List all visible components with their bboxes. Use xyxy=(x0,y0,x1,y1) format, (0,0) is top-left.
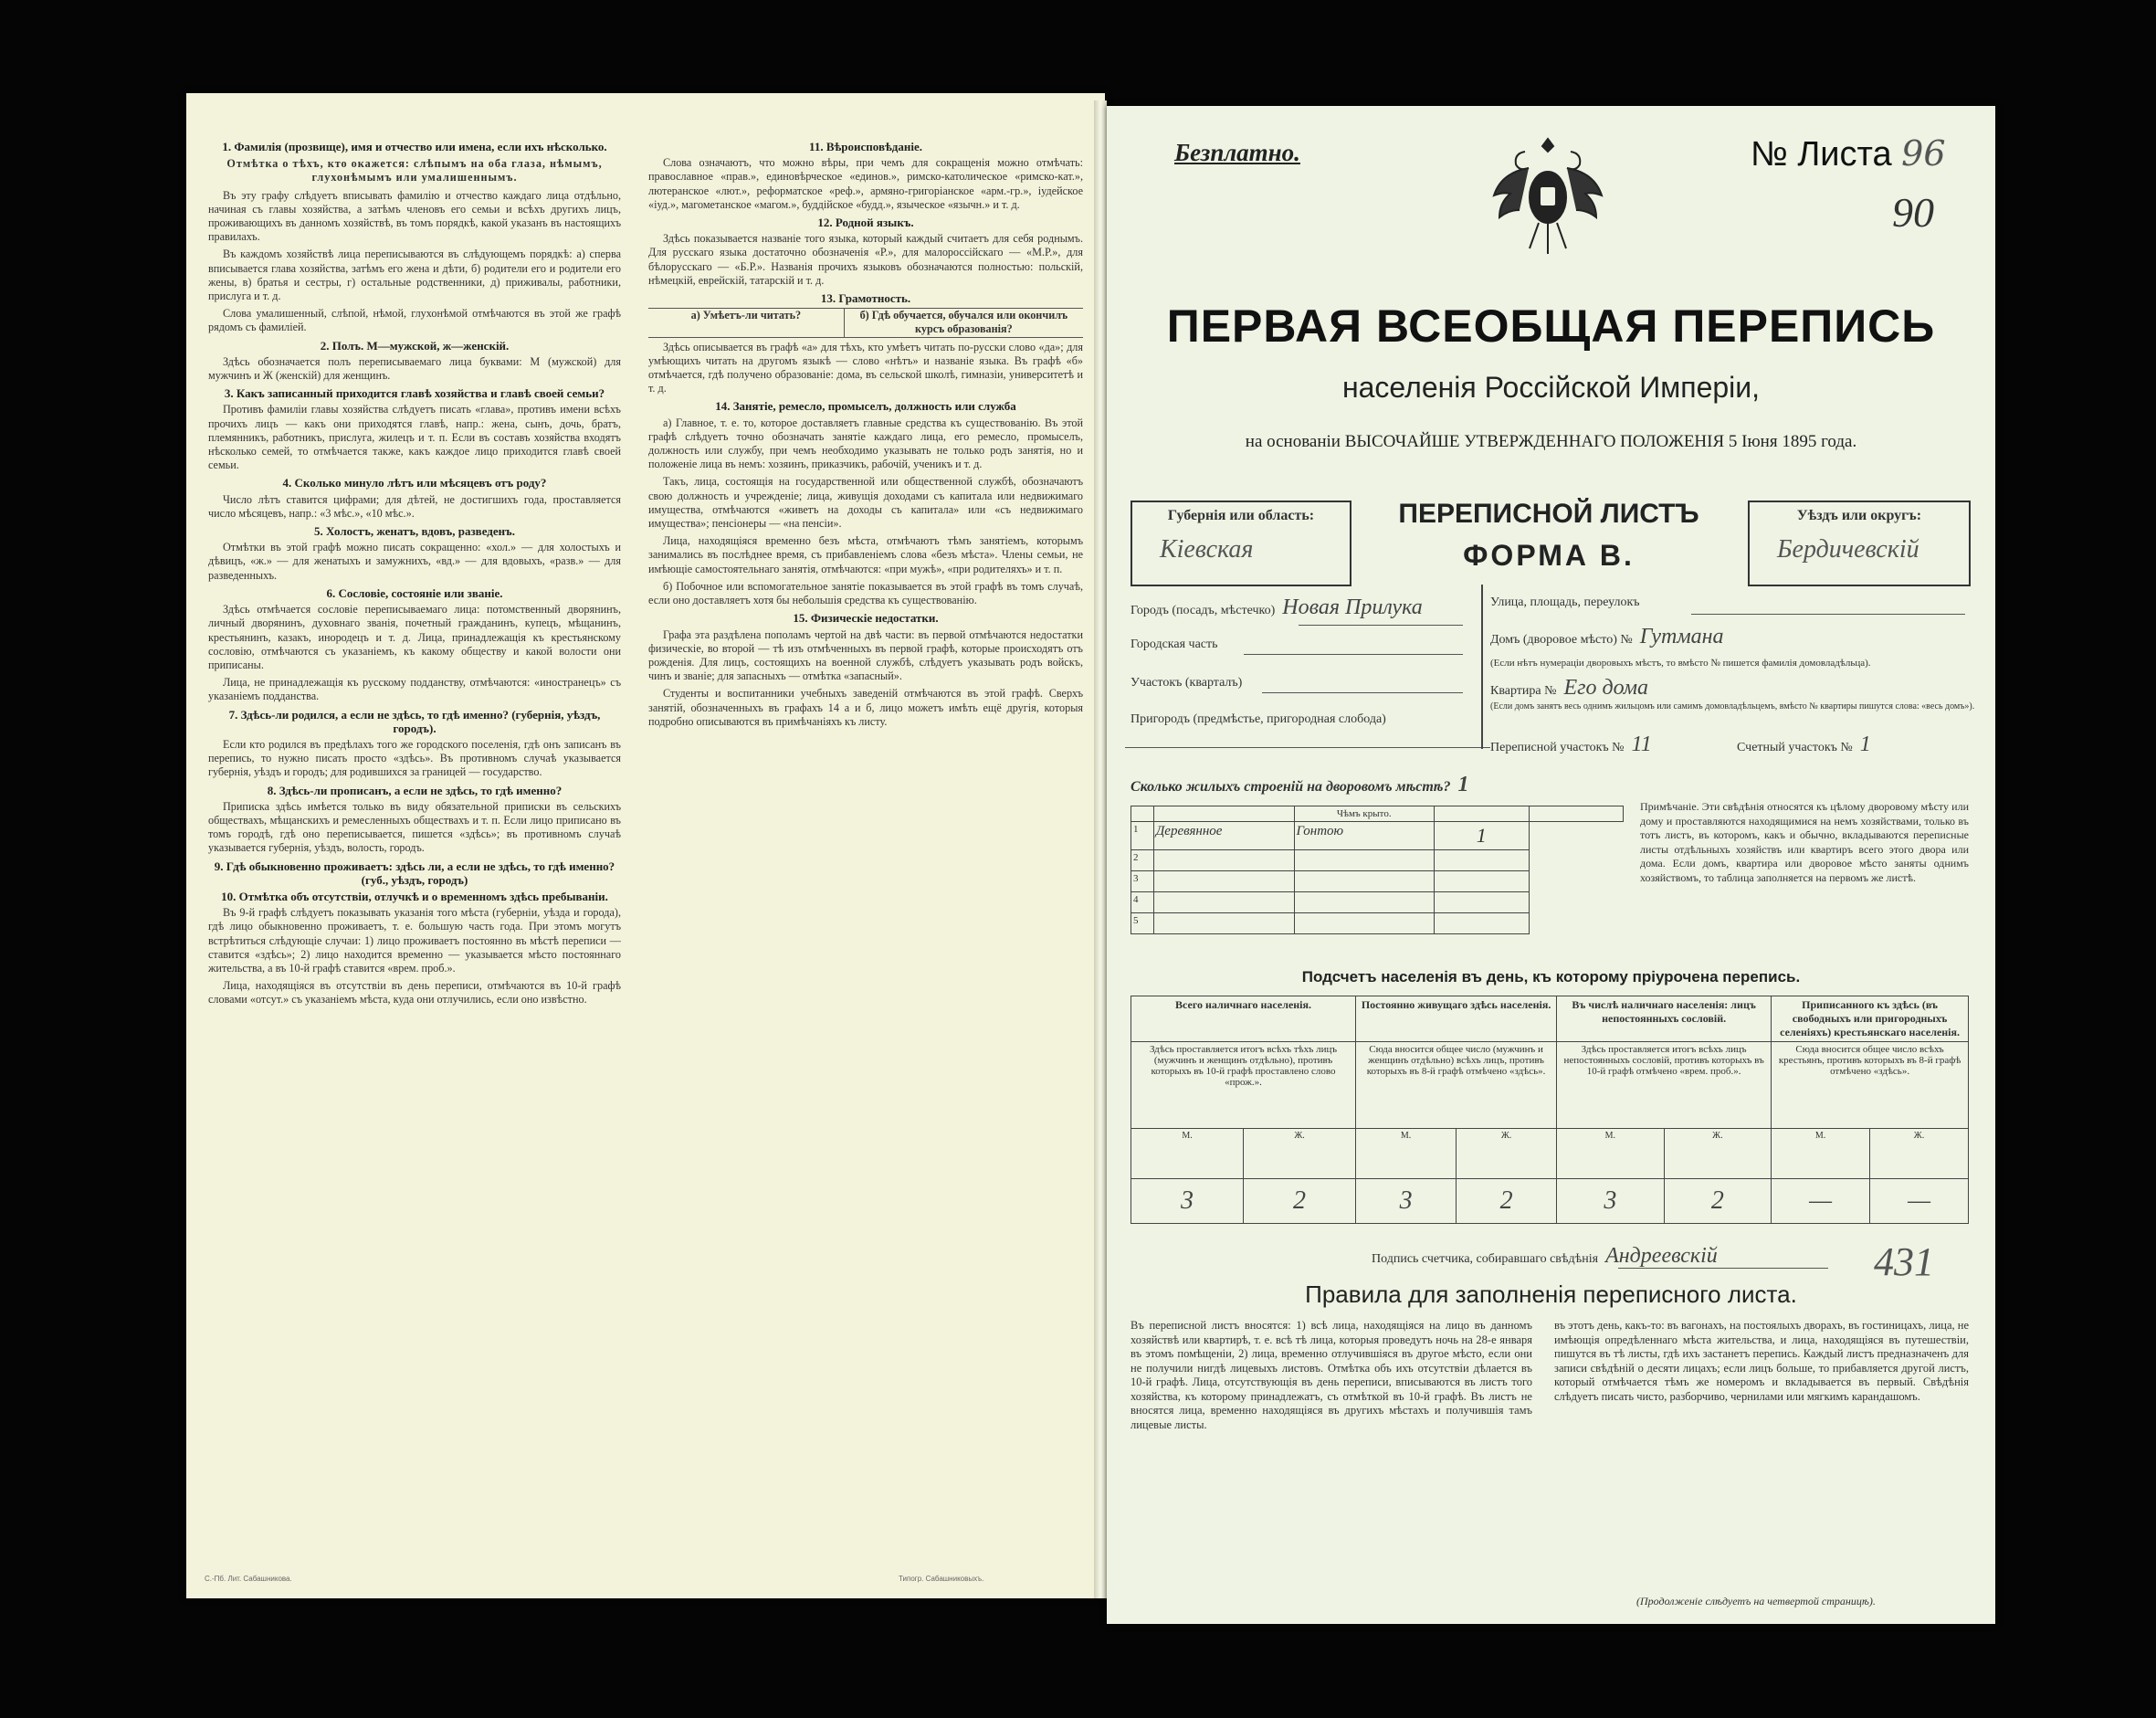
population-sex-cell: М. xyxy=(1772,1129,1870,1179)
instructions-page xyxy=(186,93,1105,1598)
province-box xyxy=(1131,501,1351,586)
rules-column-1 xyxy=(1131,1319,1532,1432)
instruction-text: Здѣсь обозначается полъ переписываемаго лица буквами: М (мужской) для мужчинъ и Ж (женскій) для женщинъ. xyxy=(208,354,621,383)
form-basis-line: на основаніи ВЫСОЧАЙШЕ УТВЕРЖДЕННАГО ПОЛОЖЕНІЯ 5 Іюня 1895 года. xyxy=(1245,432,1857,451)
double-headed-eagle-emblem xyxy=(1488,132,1607,259)
free-label: Безплатно. xyxy=(1174,139,1300,166)
instruction-text: Приписка здѣсь имѣется только въ виду обязательной приписки въ сельскихъ обществахъ, мѣщанскихъ и ремесленныхъ обществахъ и т. п. Если лицо приписано въ томъ городѣ, гдѣ оно переписывается, пишется «здѣсь»; въ противномъ случаѣ указывается губернія, уѣздъ, волость, городъ. xyxy=(208,799,621,855)
table-row xyxy=(1131,913,1624,934)
apartment-field xyxy=(1490,676,1648,701)
table-cell xyxy=(1434,913,1529,934)
instruction-heading-4: 4. Сколько минуло лѣтъ или мѣсяцевъ отъ роду? xyxy=(282,476,547,490)
margin-number: 431 xyxy=(1874,1239,1934,1284)
instruction-heading-2: 2. Полъ. М—мужской, ж—женскій. xyxy=(320,338,510,353)
instruction-text: а) Главное, т. е. то, которое доставляетъ главные средства къ существованію. Въ этой графѣ слѣдуетъ точно обозначать занятіе каждаго лица, его ремесло, промыселъ, должность или службу, при чемъ необходимо указывать не только родъ занятія, но и положеніе лица въ немъ: хозяинъ, приказчикъ, рабочій, ученикъ и т. д. xyxy=(648,416,1083,471)
population-desc-cell: Сюда вносится общее число всѣхъ крестьянъ, противъ которыхъ въ 8-й графѣ отмѣчено «здѣсь». xyxy=(1772,1042,1969,1129)
population-desc-cell: Здѣсь проставляется итогъ всѣхъ лицъ непостоянныхъ сословій, противъ которыхъ въ 10-й графѣ отмѣчено «врем. проб.». xyxy=(1557,1042,1772,1129)
table-cell: 2 xyxy=(1131,850,1154,871)
population-value-cell: 3 xyxy=(1356,1179,1457,1224)
instruction-heading-15: 15. Физическіе недостатки. xyxy=(793,611,939,626)
city-underline xyxy=(1299,625,1463,626)
table-row xyxy=(1131,822,1624,850)
table-row xyxy=(1131,871,1624,892)
rules-text-1b: Лица, отсутствующія въ день переписи, вписываются въ листъ того хозяйства, къ которому принадлежатъ, съ отмѣткой въ 10-й графѣ. Въ листъ не вносятся лица, временно находящіяся въ другихъ мѣстахъ и получившія тамъ лицевые листы. xyxy=(1131,1375,1533,1431)
sheet-title-box xyxy=(1361,490,1737,592)
population-value-cell: 3 xyxy=(1557,1179,1665,1224)
instruction-text: Въ эту графу слѣдуетъ вписывать фамилію и отчество каждаго лица отдѣльно, начиная съ главы хозяйства, а затѣмъ членовъ его семьи и всѣхъ другихъ лицъ, проживающихъ въ данномъ хозяйствѣ, въ томъ порядкѣ, какой указанъ въ настоящихъ правилахъ. xyxy=(208,188,621,244)
counting-district-label: Счетный участокъ № xyxy=(1737,741,1853,754)
book-spine xyxy=(1094,100,1107,1598)
counting-district-field xyxy=(1737,733,1871,757)
population-desc-row xyxy=(1131,1042,1969,1129)
address-vertical-divider xyxy=(1481,585,1483,749)
house-value: Гутмана xyxy=(1639,625,1724,648)
province-value: Кіевская xyxy=(1160,535,1254,564)
instruction-text: Лица, находящіяся временно безъ мѣста, отмѣчаютъ тѣмъ занятіемъ, которымъ занимались въ послѣднее время, съ прибавленіемъ слова «безъ мѣста». Члены семьи, не имѣющіе самостоятельнаго занятія, отмѣчаются: «при мужѣ», «при родителяхъ» и т. п. xyxy=(648,534,1083,575)
city-value: Новая Прилука xyxy=(1282,596,1423,619)
table-cell xyxy=(1153,871,1294,892)
sheet-number-label: № Листа xyxy=(1751,135,1892,174)
address-divider xyxy=(1125,747,1490,748)
form-subtitle: населенія Россійской Имперіи, xyxy=(1341,371,1761,404)
instruction-text: Слова означаютъ, что можно вѣры, при чемъ для сокращенія можно отмѣчать: православное «прав.», единовѣрческое «единов.», римско-католическое «римско-кат.», лютеранское «лют.», реформатское «реф.», армяно-григоріанское «арм.-гр.», іудейское «іуд.», магометанское «магом.», буддійское «будд.», языческое «язычн.» и т. д. xyxy=(648,156,1083,211)
district-label: Уѣздъ или округъ: xyxy=(1796,508,1922,523)
instruction-subheading-1: Отмѣтка о тѣхъ, кто окажется: слѣпымъ на оба глаза, нѣмымъ, глухонѣмымъ или умалишеннымъ. xyxy=(226,157,603,184)
section-label: Участокъ (кварталъ) xyxy=(1131,676,1243,690)
instructions-column-1 xyxy=(208,137,621,1562)
population-sex-cell: Ж. xyxy=(1244,1129,1356,1179)
instruction-text: Лица, не принадлежащія къ русскому подданству, отмѣчаются: «иностранецъ» съ указаніемъ подданства. xyxy=(208,676,621,703)
census-form-page xyxy=(1107,106,1995,1624)
rules-text-2b: Каждый листъ предназначенъ для записи свѣдѣній о десяти лицахъ; если лицъ больше, то прибавляется другой листъ, который отмѣчается тѣмъ же номеромъ и вкладывается въ первый. Свѣдѣнія слѣдуетъ писать чисто, разборчиво, чернилами или мягкимъ карандашомъ. xyxy=(1554,1347,1969,1403)
instruction-text: Слова умалишенный, слѣпой, нѣмой, глухонѣмой отмѣчаются въ этой же графѣ рядомъ съ фамиліей. xyxy=(208,307,621,334)
table-cell xyxy=(1294,871,1434,892)
form-title: ПЕРВАЯ ВСЕОБЩАЯ ПЕРЕПИСЬ xyxy=(1166,300,1936,352)
table-header-cell xyxy=(1434,806,1529,822)
instruction-text: Лица, находящіяся въ отсутствіи въ день переписи, отмѣчаются въ 10-й графѣ словами «отсут.» съ указаніемъ мѣста, куда они отлучились, если оно извѣстно. xyxy=(208,979,621,1007)
instruction-text: Здѣсь отмѣчается сословіе переписываемаго лица: потомственный дворянинъ, личный дворянинъ, духовнаго званія, почетный гражданинъ, купецъ, мѣщанинъ, крестьянинъ, казакъ, инородецъ и т. д. Лица, принадлежащія къ крестьянскому сословію, отмѣчаются съ указаніемъ, къ какому обществу и какой волости они приписаны. xyxy=(208,603,621,671)
province-label: Губернія или область: xyxy=(1167,508,1315,523)
instruction-heading-11: 11. Вѣроисповѣданіе. xyxy=(809,140,922,153)
instruction-text: Въ каждомъ хозяйствѣ лица переписываются въ слѣдующемъ порядкѣ: а) сперва вписывается глава хозяйства, затѣмъ его жена и дѣти, б) родители его и родители его жены, в) братья и сестры, г) остальные родственники, д) приживалы, работники, прислуга и т. д. xyxy=(208,248,621,303)
rules-text-2: въ этотъ день, какъ-то: въ вагонахъ, на постоялыхъ дворахъ, въ гостиницахъ, лица, не имѣющія опредѣленнаго мѣста жительства, и лица, находящіяся въ путешествіи, пишутся въ тѣ листы, гдѣ ихъ застанетъ перепись. xyxy=(1554,1319,1970,1360)
apartment-value: Его дома xyxy=(1563,676,1649,700)
population-sex-cell: Ж. xyxy=(1870,1129,1969,1179)
population-value-cell: 2 xyxy=(1244,1179,1356,1224)
table-cell: 4 xyxy=(1131,892,1154,913)
population-mf-row xyxy=(1131,1129,1969,1179)
table-cell xyxy=(1434,850,1529,871)
population-desc-cell: Здѣсь проставляется итогъ всѣхъ тѣхъ лицъ (мужчинъ и женщинъ отдѣльно), противъ которыхъ въ 10-й графѣ проставлено слово «прож.». xyxy=(1131,1042,1356,1129)
table-cell: Гонтою xyxy=(1294,822,1434,850)
population-value-cell: — xyxy=(1772,1179,1870,1224)
table-cell: 3 xyxy=(1131,871,1154,892)
instruction-text: Противъ фамиліи главы хозяйства слѣдуетъ писать «глава», противъ имени всѣхъ прочихъ лицъ — какъ они приходятся главѣ, напр.: жена, сынъ, дочь, братъ, племянникъ, работникъ, прислуга, жилецъ и т. п. Если въ составъ хозяйства входятъ нѣсколько семей, то отмѣчается также, какъ каждое лицо приходится главѣ своей семьи. xyxy=(208,403,621,472)
table-cell xyxy=(1434,892,1529,913)
table-cell xyxy=(1153,913,1294,934)
table-header-cell xyxy=(1131,806,1154,822)
instruction-heading-14: 14. Занятіе, ремесло, промыселъ, должность или служба xyxy=(715,399,1016,414)
table-cell xyxy=(1153,892,1294,913)
table-header-cell xyxy=(1153,806,1294,822)
house-field xyxy=(1490,625,1724,649)
population-sex-cell: М. xyxy=(1557,1129,1665,1179)
city-label: Городъ (посадъ, мѣстечко) xyxy=(1131,604,1276,617)
instruction-text: Здѣсь описывается въ графѣ «а» для тѣхъ, кто умѣетъ читать по-русски слово «да»; для умѣющихъ читать на другомъ языкѣ — слово «нѣтъ» и названіе языка. Въ графѣ «б» отмѣчается, гдѣ получено образованіе: дома, въ сельской школѣ, гимназіи, университетѣ и т. д. xyxy=(648,340,1083,395)
table-cell xyxy=(1294,850,1434,871)
instruction-heading-10: 10. Отмѣтка объ отсутствіи, отлучкѣ и о временномъ здѣсь пребываніи. xyxy=(221,889,608,903)
table-row xyxy=(1131,850,1624,871)
table-row xyxy=(1131,892,1624,913)
suburb-label: Пригородъ (предмѣстье, пригородная слобода) xyxy=(1131,712,1386,726)
instruction-heading-13b: б) Гдѣ обучается, обучался или окончилъ курсъ образованія? xyxy=(859,309,1068,336)
table-cell: 5 xyxy=(1131,913,1154,934)
apartment-label: Квартира № xyxy=(1490,684,1557,698)
sheet-title: ПЕРЕПИСНОЙ ЛИСТЪ xyxy=(1398,499,1699,529)
signature-underline xyxy=(1618,1268,1828,1269)
population-sex-cell: М. xyxy=(1131,1129,1244,1179)
counting-district-value: 1 xyxy=(1859,733,1871,756)
instruction-heading-8: 8. Здѣсь-ли прописанъ, а если не здѣсь, то гдѣ именно? xyxy=(267,783,563,797)
table-header-row xyxy=(1131,806,1624,822)
table-cell: Деревянное xyxy=(1153,822,1294,850)
table-header-cell: Чѣмъ крыто. xyxy=(1294,806,1434,822)
table-cell xyxy=(1434,871,1529,892)
population-value-cell: 3 xyxy=(1131,1179,1244,1224)
instruction-heading-7: 7. Здѣсь-ли родился, а если не здѣсь, то гдѣ именно? (губернія, уѣздъ, городъ). xyxy=(228,707,601,735)
buildings-label: Сколько жилыхъ строеній на дворовомъ мѣстѣ? xyxy=(1131,779,1451,795)
population-sex-cell: Ж. xyxy=(1457,1129,1557,1179)
population-table xyxy=(1131,996,1969,1224)
rules-title: Правила для заполненія переписного листа. xyxy=(1305,1281,1797,1308)
instruction-heading-5: 5. Холостъ, женатъ, вдовъ, разведенъ. xyxy=(314,524,515,539)
table-cell xyxy=(1294,913,1434,934)
table-cell xyxy=(1153,850,1294,871)
rules-continued-note: (Продолженіе слѣдуетъ на четвертой страницѣ). xyxy=(1636,1595,1876,1607)
population-header-cell: Постоянно живущаго здѣсь населенія. xyxy=(1356,996,1557,1042)
instruction-text: б) Побочное или вспомогательное занятіе показывается въ этой графѣ въ томъ случаѣ, если оно доставляетъ хотя бы небольшія средства къ существованію. xyxy=(648,579,1083,607)
district-value: Бердичевскій xyxy=(1777,535,1919,564)
signature-label: Подпись счетчика, собиравшаго свѣдѣнія xyxy=(1372,1252,1599,1266)
house-note: (Если нѣтъ нумераціи дворовыхъ мѣстъ, то вмѣсто № пишется фамилія домовладѣльца). xyxy=(1490,658,1871,669)
instruction-text: Число лѣтъ ставится цифрами; для дѣтей, не достигшихъ года, проставляется число мѣсяцевъ, напр.: «3 мѣс.», «10 мѣс.». xyxy=(208,492,621,520)
buildings-field xyxy=(1131,773,1468,797)
table-cell xyxy=(1294,892,1434,913)
population-desc-cell: Сюда вносится общее число (мужчинъ и женщинъ отдѣльно) всѣхъ лицъ, противъ которыхъ въ 8-й графѣ отмѣчено «здѣсь». xyxy=(1356,1042,1557,1129)
population-header-row xyxy=(1131,996,1969,1042)
table-cell: 1 xyxy=(1131,822,1154,850)
population-value-cell: — xyxy=(1870,1179,1969,1224)
city-part-underline xyxy=(1244,654,1463,655)
street-label: Улица, площадь, переулокъ xyxy=(1490,596,1640,609)
instruction-heading-9: 9. Гдѣ обыкновенно проживаетъ: здѣсь ли, а если не здѣсь, то гдѣ именно? (губ., уѣздъ, городъ) xyxy=(214,859,615,887)
apartment-note: (Если домъ занятъ весь однимъ жильцомъ или самимъ домовладѣльцемъ, вмѣсто № квартиры пишутся слова: «весь домъ»). xyxy=(1490,701,1975,711)
instructions-column-2 xyxy=(648,137,1083,1562)
sheet-number-value: 96 xyxy=(1901,133,1946,174)
population-sex-cell: Ж. xyxy=(1664,1129,1772,1179)
instruction-text: Въ 9-й графѣ слѣдуетъ показывать указанія того мѣста (губерніи, уѣзда и города), гдѣ лицо обыкновенно проживаетъ, т. е. большую часть года. При этомъ могутъ встрѣтиться слѣдующіе случаи: 1) лицо проживаетъ постоянно въ мѣстѣ переписи — ставится «здѣсь»; 2) лицо находится временно — указывается мѣсто постояннаго жительства, а въ 10-й графѣ ставится «врем. проб.». xyxy=(208,906,621,975)
signature-value: Андреевскій xyxy=(1605,1244,1718,1268)
instruction-heading-13: 13. Грамотность. xyxy=(820,291,911,306)
sheet-form: ФОРМА В. xyxy=(1463,539,1635,572)
table-cell: 1 xyxy=(1434,822,1529,850)
instruction-heading-1: 1. Фамилія (прозвище), имя и отчество или имена, если ихъ нѣсколько. xyxy=(222,140,607,153)
population-title: Подсчетъ населенія въ день, къ которому пріурочена перепись. xyxy=(1301,968,1801,985)
signature-field xyxy=(1372,1244,1718,1269)
sheet-number xyxy=(1751,133,1946,174)
census-district-label: Переписной участокъ № xyxy=(1490,741,1625,754)
census-district-value: 11 xyxy=(1631,733,1652,756)
street-underline xyxy=(1691,614,1965,615)
city-part-field xyxy=(1131,638,1218,652)
buildings-value: 1 xyxy=(1457,773,1469,796)
district-box xyxy=(1748,501,1971,586)
city-part-label: Городская часть xyxy=(1131,638,1218,651)
instruction-text: Графа эта раздѣлена пополамъ чертой на двѣ части: въ первой отмѣчаются недостатки физическіе, во второй — тѣ изъ отмѣченныхъ въ первой графѣ, которые происходятъ отъ рожденія. Для лицъ, состоящихъ на военной службѣ, слѣдуетъ указывать родъ войскъ, чинъ и званіе; для запасныхъ — отмѣтка «запасный». xyxy=(648,627,1083,683)
population-value-cell: 2 xyxy=(1664,1179,1772,1224)
instruction-heading-12: 12. Родной языкъ. xyxy=(817,216,914,230)
street-field xyxy=(1490,596,1639,610)
city-field xyxy=(1131,596,1423,620)
instruction-heading-13a: а) Умѣетъ-ли читать? xyxy=(648,309,845,336)
instruction-heading-6: 6. Сословіе, состояніе или званіе. xyxy=(326,585,503,600)
table-header-cell xyxy=(1529,806,1623,822)
section-underline xyxy=(1262,692,1463,693)
instruction-text: Студенты и воспитанники учебныхъ заведеній отмѣчаются въ этой графѣ. Сверхъ занятій, обозначенныхъ въ графахъ 14 а и б, лицо можетъ имѣть ещё другія, которыя подробно описываются въ примѣчаніяхъ къ листу. xyxy=(648,687,1083,728)
population-sex-cell: М. xyxy=(1356,1129,1457,1179)
buildings-table xyxy=(1131,806,1624,934)
census-district-field xyxy=(1490,733,1652,757)
population-values-row xyxy=(1131,1179,1969,1224)
population-header-cell: Всего наличнаго населенія. xyxy=(1131,996,1356,1042)
section-field xyxy=(1131,676,1242,690)
instruction-text: Здѣсь показывается названіе того языка, который каждый считаетъ для себя роднымъ. Для русскаго языка достаточно обозначенія «Р.», для малороссійскаго — «М.Р.», для бѣлорусскаго — «Б.Р.». Названія прочихъ языковъ обозначаются полностью: польскій, нѣмецкій, еврейскій, татарскій и т. д. xyxy=(648,232,1083,287)
sheet-number-handwritten: 90 xyxy=(1892,189,1934,236)
buildings-note: Примѣчаніе. Эти свѣдѣнія относятся къ цѣлому дворовому мѣсту или дому и проставляются находящимися на немъ хозяйствами, только въ тотъ листъ, въ которомъ, какъ и обычно, вкладываются переписные листы отдѣльныхъ хозяйствъ или квартиръ всего этого двора или дома. Если домъ, квартира или дворовое мѣсто заняты однимъ хозяйствомъ, то таблица заполняется на первомъ же листѣ. xyxy=(1640,800,1969,884)
rules-text-1: Въ переписной листъ вносятся: 1) всѣ лица, находящіяся на лицо въ данномъ хозяйствѣ или квартирѣ, т. е. всѣ тѣ лица, которыя проведутъ ночь на 28-е января въ этомъ помѣщеніи, 2) лица, временно отлучившіяся въ другое мѣсто, если они не получили нигдѣ лицевыхъ листовъ. Отмѣтка объ ихъ отсутствіи дѣлается въ 10-й графѣ. xyxy=(1131,1319,1532,1388)
instruction-text: Такъ, лица, состоящія на государственной или общественной службѣ, обозначаютъ свою должность и учрежденіе; лица, живущія доходами съ капитала или недвижимаго имущества, отмѣчаются «живетъ на доходы съ капитала» или «съ недвижимаго имущества»; пенсіонеры — «на пенсіи». xyxy=(648,475,1083,531)
population-value-cell: 2 xyxy=(1457,1179,1557,1224)
house-label: Домъ (дворовое мѣсто) № xyxy=(1490,633,1633,647)
printer-mark-right: Типогр. Сабашниковыхъ. xyxy=(899,1575,984,1583)
rules-column-2 xyxy=(1554,1319,1969,1404)
population-header-cell: Въ числѣ наличнаго населенія: лицъ непостоянныхъ сословій. xyxy=(1557,996,1772,1042)
printer-mark-left: С.-Пб. Лит. Сабашникова. xyxy=(205,1575,292,1583)
instruction-text: Если кто родился въ предѣлахъ того же городского поселенія, гдѣ онъ записанъ въ перепись, то нужно писать просто «здѣсь». Въ противномъ случаѣ указывается губернія, уѣздъ и городъ; для родившихся за границей — государство. xyxy=(208,737,621,779)
instruction-heading-3: 3. Какъ записанный приходится главѣ хозяйства и главѣ своей семьи? xyxy=(224,386,605,401)
instruction-text: Отмѣтки въ этой графѣ можно писать сокращенно: «хол.» — для холостыхъ и дѣвицъ, «ж.» — для женатыхъ и замужнихъ, «вд.» — для вдовыхъ, «разв.» — для разведенныхъ. xyxy=(208,541,621,582)
suburb-field xyxy=(1131,712,1386,727)
population-header-cell: Приписанного къ здѣсь (въ свободныхъ или пригородныхъ селеніяхъ) крестьянскаго населенія. xyxy=(1772,996,1969,1042)
